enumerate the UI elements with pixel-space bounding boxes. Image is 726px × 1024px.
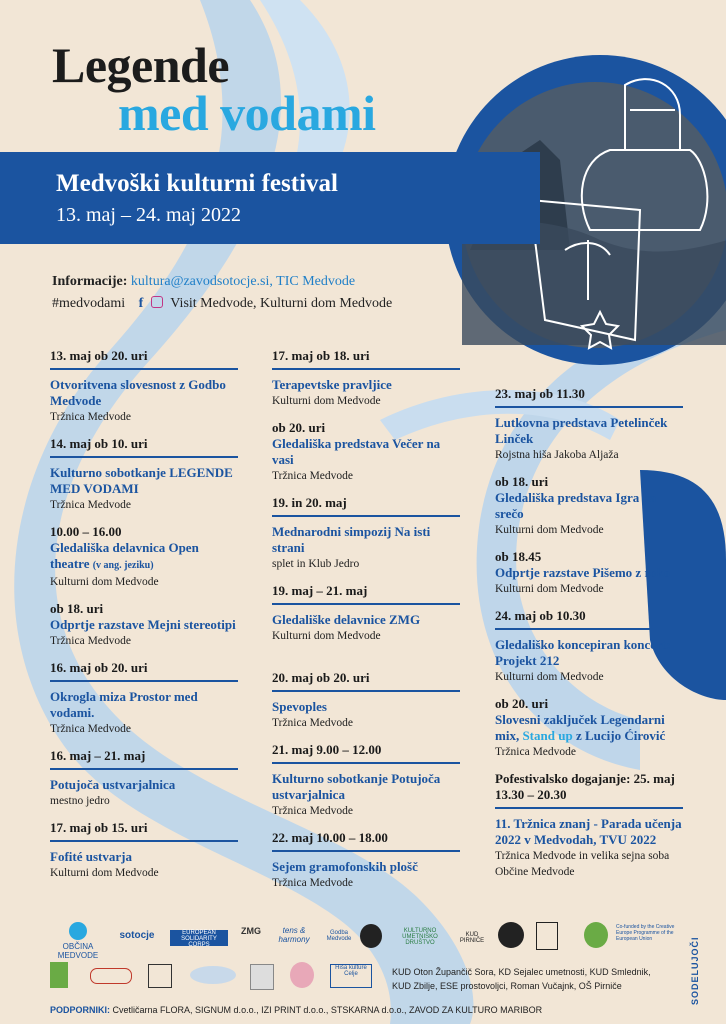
sponsor-logo: [498, 922, 524, 948]
event-date: 22. maj 10.00 – 18.00: [272, 830, 460, 852]
event-note: (v ang. jeziku): [92, 560, 154, 571]
supporters-text: Cvetličarna FLORA, SIGNUM d.o.o., IZI PRINT d.o.o., STSKARNA d.o.o., ZAVOD ZA KULTURO MARIBOR: [112, 1005, 543, 1015]
event-title: Sejem gramofonskih plošč: [272, 859, 418, 874]
event-date: 20. maj ob 20. uri: [272, 670, 460, 692]
sponsor-logo: ZMG: [241, 926, 261, 936]
event-location: Tržnica Medvode: [272, 470, 354, 482]
event-location: Tržnica Medvode: [50, 499, 132, 511]
social-line: [52, 296, 392, 312]
event-title: 11. Tržnica znanj - Parada učenja 2022 v Medvodah, TVU 2022: [495, 816, 682, 847]
sponsor-logo: [360, 924, 382, 948]
sponsor-logo: [90, 968, 132, 984]
schedule-column-3: [495, 386, 683, 891]
event-location: Tržnica Medvode: [272, 805, 354, 817]
event-location: Kulturni dom Medvode: [495, 583, 604, 595]
event-time: ob 20. uri: [272, 420, 326, 435]
event-location: Kulturni dom Medvode: [495, 671, 604, 683]
event-title: Gledališka predstava Igra na srečo: [495, 490, 657, 521]
sponsor-logo: [148, 964, 172, 988]
sponsor-logo: Godba Medvode: [326, 930, 352, 942]
supporters-line: [50, 1005, 542, 1015]
event-time: ob 18. uri: [495, 474, 549, 489]
event-location: Rojstna hiša Jakoba Aljaža: [495, 449, 619, 461]
event-location: Kulturni dom Medvode: [495, 524, 604, 536]
event-title: Kulturno sobotkanje Potujoča ustvarjalnica: [272, 771, 441, 802]
supporters-label: PODPORNIKI:: [50, 1005, 111, 1015]
sponsor-logo: sotocje: [119, 930, 155, 941]
event-title: Odprtje razstave Mejni stereotipi: [50, 617, 236, 632]
event-location: Tržnica Medvode: [272, 877, 354, 889]
event-date: 14. maj ob 10. uri: [50, 436, 238, 458]
info-tic[interactable]: TIC Medvode: [276, 274, 356, 289]
sponsor-logo: Co-funded by the Creative Europe Programme of the European Union: [616, 924, 675, 942]
event-date: 21. maj 9.00 – 12.00: [272, 742, 460, 764]
title-line1: Legende: [52, 37, 230, 93]
instagram-icon[interactable]: [151, 296, 163, 308]
event-title: Spevoples: [272, 699, 327, 714]
event-title: Slovesni zaključek Legendarni mix, Stand up z Lucijo Ćirović: [495, 712, 666, 743]
event-title: Kulturno sobotkanje LEGENDE MED VODAMI: [50, 465, 233, 496]
event-date: 16. maj – 21. maj: [50, 748, 238, 770]
event-location: Tržnica Medvode: [50, 411, 132, 423]
sponsor-logo: EUROPEAN SOLIDARITY CORPS: [170, 930, 228, 946]
event-title: Terapevtske pravljice: [272, 377, 392, 392]
schedule-column-2: [272, 348, 460, 902]
event-title: Mednarodni simpozij Na isti strani: [272, 524, 431, 555]
sponsor-logos-row-1: [50, 922, 690, 958]
partners-text: KUD Oton Župančič Sora, KD Sejalec umetnosti, KUD Smlednik, KUD Zbilje, ESE prostovoljci, Roman Vučajnk, OŠ Pirniče: [392, 967, 651, 991]
event-date: 17. maj ob 15. uri: [50, 820, 238, 842]
event-title: Gledališke delavnice ZMG: [272, 612, 421, 627]
event-title: Fofité ustvarja: [50, 849, 132, 864]
info-label: Informacije:: [52, 274, 128, 289]
event-location: Kulturni dom Medvode: [272, 395, 381, 407]
sponsor-logo: KUD PIRNIČE: [459, 932, 485, 944]
event-title: Odprtje razstave Pišemo z roko: [495, 565, 671, 580]
event-date: 19. in 20. maj: [272, 495, 460, 517]
standup-highlight: Stand up: [522, 728, 573, 743]
festival-band: [0, 152, 540, 244]
event-title: Okrogla miza Prostor med vodami.: [50, 689, 198, 720]
event-location: Tržnica Medvode in velika sejna soba Občine Medvode: [495, 850, 670, 878]
info-email[interactable]: kultura@zavodsotocje.si,: [130, 274, 273, 289]
event-location: Tržnica Medvode: [50, 723, 132, 735]
title-line2: med vodami: [118, 85, 376, 141]
event-date: 16. maj ob 20. uri: [50, 660, 238, 682]
event-date: Pofestivalsko dogajanje: 25. maj 13.30 – 20.30: [495, 771, 683, 809]
event-time: ob 18. uri: [50, 601, 104, 616]
sponsor-logo: KULTURNO UMETNIŠKO DRUŠTVO: [402, 928, 438, 946]
event-location: Tržnica Medvode: [272, 717, 354, 729]
sponsor-logo: [290, 962, 314, 988]
info-line: [52, 274, 355, 290]
event-time: ob 20. uri: [495, 696, 549, 711]
sponsor-logo: [584, 922, 608, 948]
event-location: Kulturni dom Medvode: [50, 576, 159, 588]
sponsor-logo: tens & harmony: [278, 926, 310, 944]
vertical-label: SODELUJOČI: [690, 936, 700, 1005]
event-location: Tržnica Medvode: [495, 746, 577, 758]
sponsor-logos-row-2: [50, 962, 380, 994]
event-title: Lutkovna predstava Petelinček Linček: [495, 415, 668, 446]
event-time: 10.00 – 16.00: [50, 524, 122, 539]
event-date: 13. maj ob 20. uri: [50, 348, 238, 370]
event-location: splet in Klub Jedro: [272, 558, 360, 570]
event-title: Otvoritvena slovesnost z Godbo Medvode: [50, 377, 226, 408]
social-names: Visit Medvode, Kulturni dom Medvode: [170, 296, 393, 311]
event-title: Gledališko koncepiran koncert: Projekt 212: [495, 637, 671, 668]
sponsor-logo: Hiša kulture Celje: [330, 964, 372, 988]
event-time: ob 18.45: [495, 549, 542, 564]
sponsor-logo: [190, 966, 236, 984]
event-location: Kulturni dom Medvode: [50, 867, 159, 879]
event-date: 19. maj – 21. maj: [272, 583, 460, 605]
event-date: 17. maj ob 18. uri: [272, 348, 460, 370]
event-location: Kulturni dom Medvode: [272, 630, 381, 642]
sponsor-logo: [250, 964, 274, 990]
festival-dates: 13. maj – 24. maj 2022: [56, 204, 241, 226]
sponsor-logo: [536, 922, 558, 950]
event-date: 23. maj ob 11.30: [495, 386, 683, 408]
sponsor-logo: [50, 962, 68, 988]
event-location: mestno jedro: [50, 795, 110, 807]
facebook-icon[interactable]: f: [138, 296, 144, 311]
event-title: Potujoča ustvarjalnica: [50, 777, 176, 792]
event-title: Gledališka delavnica Open theatre (v ang. jeziku): [50, 540, 199, 571]
event-location: Tržnica Medvode: [50, 635, 132, 647]
event-title: Gledališka predstava Večer na vasi: [272, 436, 441, 467]
event-date: 24. maj ob 10.30: [495, 608, 683, 630]
schedule-column-1: [50, 348, 238, 892]
festival-name: Medvoški kulturni festival: [56, 170, 338, 197]
sponsor-logo: OBČINA MEDVODE: [50, 922, 106, 960]
hashtag: #medvodami: [52, 296, 126, 311]
